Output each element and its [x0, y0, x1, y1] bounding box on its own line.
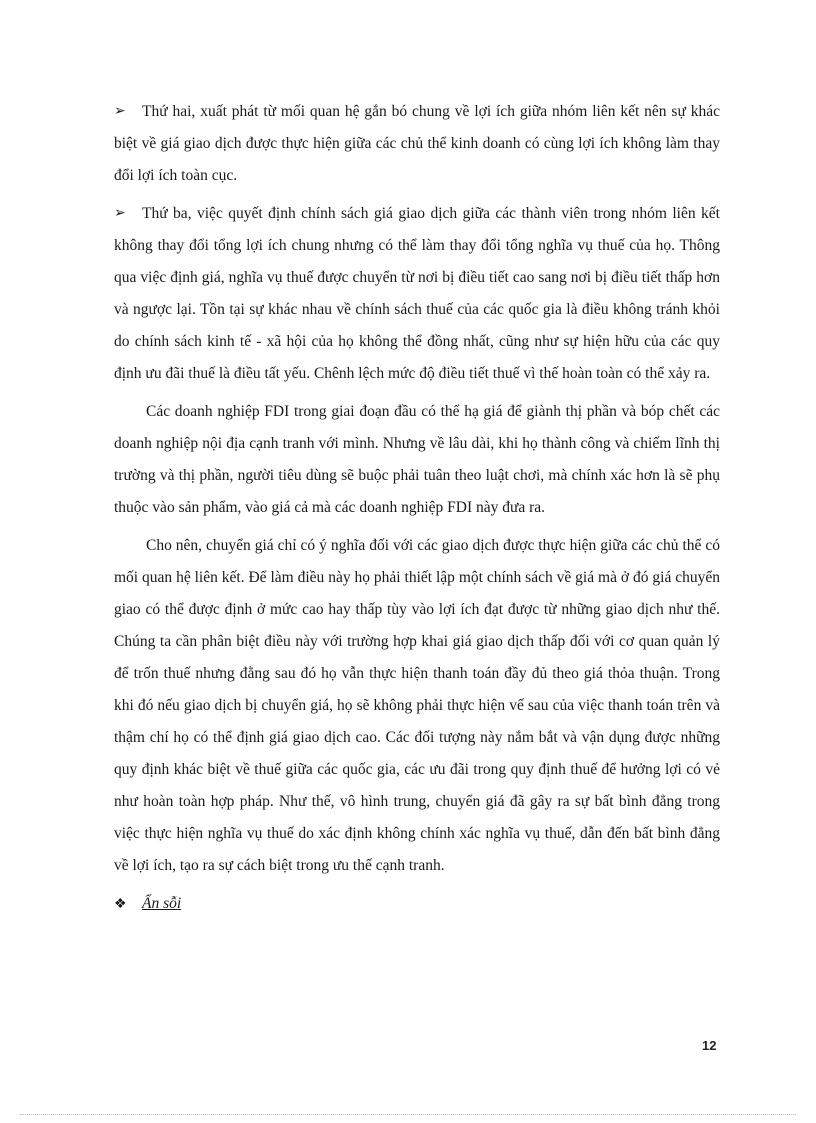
paragraph-text: Thứ hai, xuất phát từ mối quan hệ gắn bó chung về lợi ích giữa nhóm liên kết nên sự khác biệt về giá giao dịch được thực hiện giữa các chủ thể kinh doanh có cùng lợi ích không làm thay đổi lợi ích toàn cục.: [114, 103, 720, 184]
paragraph-transfer-pricing: Cho nên, chuyển giá chỉ có ý nghĩa đối với các giao dịch được thực hiện giữa các chủ thể có mối quan hệ liên kết. Để làm điều này họ phải thiết lập một chính sách về giá mà ở đó giá chuyển giao có thể được định ở mức cao hay thấp tùy vào lợi ích đạt được từ những giao dịch như thế. Chúng ta cần phân biệt điều này với trường hợp khai giá giao dịch thấp đối với cơ quan quản lý để trốn thuế nhưng đằng sau đó họ vẫn thực hiện thanh toán đầy đủ theo giá thỏa thuận. Trong khi đó nếu giao dịch bị chuyển giá, họ sẽ không phải thực hiện vế sau của việc thanh toán trên và thậm chí họ có thể định giá giao dịch cao. Các đối tượng này nắm bắt và vận dụng được những quy định khác biệt về thuế giữa các quốc gia, các ưu đãi trong quy định thuế để hưởng lợi có vẻ như hoàn toàn hợp pháp. Như thế, vô hình trung, chuyển giá đã gây ra sự bất bình đẳng trong việc thực hiện nghĩa vụ thuế do xác định không chính xác nghĩa vụ thuế, dẫn đến bất bình đẳng về lợi ích, tạo ra sự cách biệt trong ưu thế cạnh tranh.: [114, 537, 720, 874]
page-bottom-divider: [20, 1114, 796, 1115]
arrow-bullet-icon: ➢: [114, 206, 126, 221]
paragraph-second-point: [114, 96, 720, 192]
diamond-bullet-icon: ❖: [114, 897, 127, 912]
paragraph-fdi-enterprises: Các doanh nghiệp FDI trong giai đoạn đầu có thể hạ giá để giành thị phần và bóp chết các doanh nghiệp nội địa cạnh tranh với mình. Nhưng về lâu dài, khi họ thành công và chiếm lĩnh thị trường và thị phần, người tiêu dùng sẽ buộc phải tuân theo luật chơi, mà chính xác hơn là sẽ phụ thuộc vào sản phẩm, vào giá cả mà các doanh nghiệp FDI này đưa ra.: [114, 403, 720, 516]
paragraph-text: Thứ ba, việc quyết định chính sách giá giao dịch giữa các thành viên trong nhóm liên kết không thay đổi tổng lợi ích chung nhưng có thể làm thay đổi tổng nghĩa vụ thuế của họ. Thông qua việc định giá, nghĩa vụ thuế được chuyển từ nơi bị điều tiết cao sang nơi bị điều tiết thấp hơn và ngược lại. Tồn tại sự khác nhau về chính sách thuế của các quốc gia là điều không tránh khỏi do chính sách kinh tế - xã hội của họ không thể đồng nhất, cũng như sự hiện hữu của các quy định ưu đãi thuế là điều tất yếu. Chênh lệch mức độ điều tiết thuế vì thế hoàn toàn có thể xảy ra.: [114, 205, 720, 382]
paragraph-third-point: [114, 198, 720, 390]
section-heading-text: Ẩn sỗi: [142, 895, 182, 912]
arrow-bullet-icon: ➢: [114, 104, 126, 119]
page-number: 12: [702, 1038, 717, 1053]
page-body: [114, 96, 720, 921]
section-heading: [114, 888, 720, 921]
